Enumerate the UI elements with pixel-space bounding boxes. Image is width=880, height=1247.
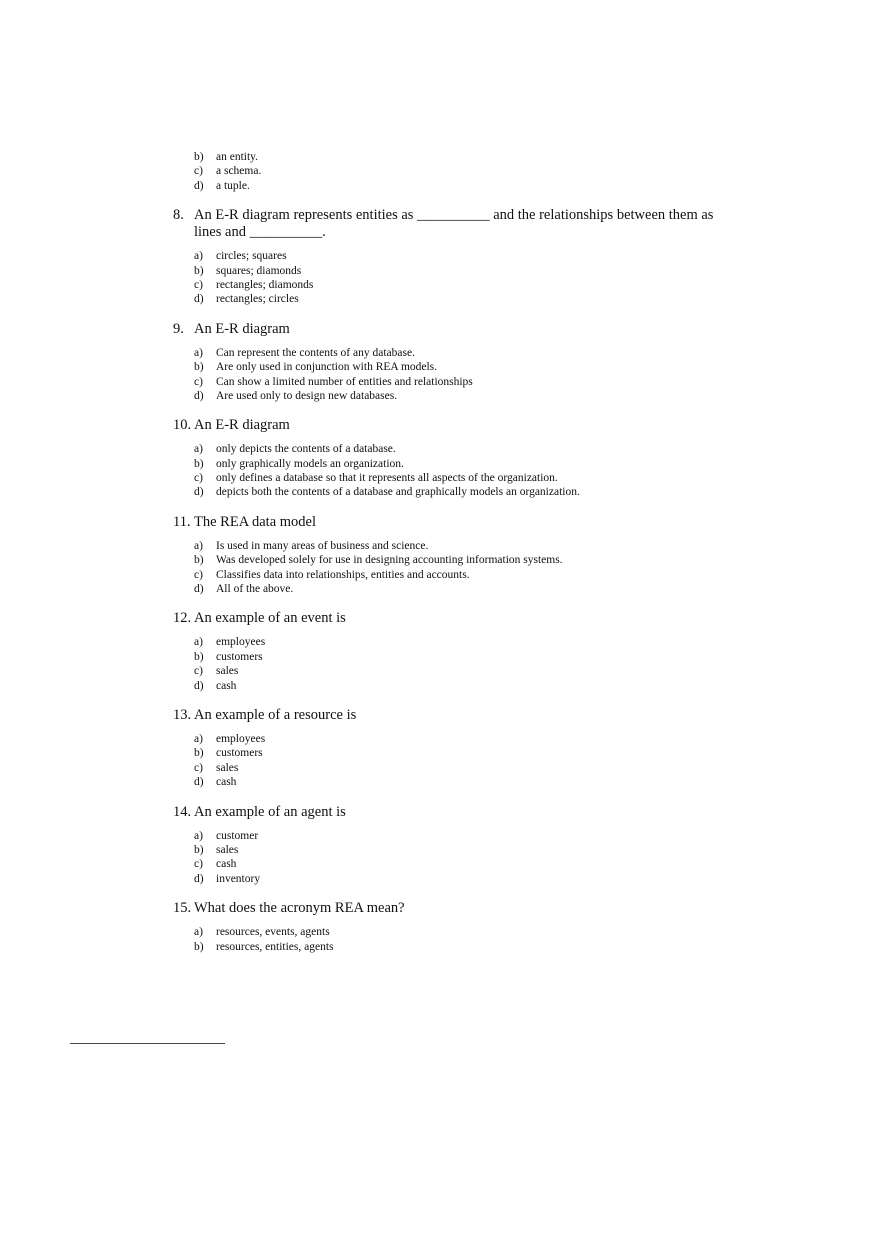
answer-option — [173, 746, 733, 760]
answer-option — [173, 457, 733, 471]
option-text: cash — [216, 858, 237, 871]
option-letter: b) — [194, 361, 204, 374]
option-text: customers — [216, 650, 263, 663]
option-text: sales — [216, 843, 239, 856]
question-text: An example of an event is — [194, 610, 346, 627]
option-text: employees — [216, 636, 266, 649]
option-text: resources, events, agents — [216, 926, 330, 939]
question-stem — [173, 321, 733, 338]
option-text: circles; squares — [216, 250, 287, 263]
option-text: sales — [216, 761, 239, 774]
option-text: Can show a limited number of entities and relationships — [216, 375, 473, 388]
option-letter: b) — [194, 264, 204, 277]
option-letter: c) — [194, 665, 203, 678]
option-letter: d) — [194, 583, 204, 596]
question-stem — [173, 417, 733, 434]
answer-option — [173, 664, 733, 678]
option-letter: c) — [194, 278, 203, 291]
answer-option — [173, 278, 733, 292]
option-letter: a) — [194, 346, 203, 359]
question-number: 11. — [173, 513, 191, 530]
answer-option — [173, 635, 733, 649]
answer-option — [173, 164, 733, 178]
option-text: sales — [216, 665, 239, 678]
option-text: inventory — [216, 872, 261, 885]
option-letter: c) — [194, 472, 203, 485]
option-letter: a) — [194, 732, 203, 745]
answer-option — [173, 829, 733, 843]
option-text: All of the above. — [216, 583, 294, 596]
answer-option — [173, 539, 733, 553]
option-letter: c) — [194, 761, 203, 774]
option-text: rectangles; circles — [216, 293, 299, 306]
answer-option — [173, 872, 733, 886]
option-letter: b) — [194, 457, 204, 470]
option-letter: b) — [194, 940, 204, 953]
option-text: Are only used in conjunction with REA models. — [216, 361, 438, 374]
question-stem — [173, 207, 733, 241]
option-letter: d) — [194, 179, 204, 192]
option-text: only graphically models an organization. — [216, 457, 404, 470]
option-text: Are used only to design new databases. — [216, 389, 398, 402]
option-letter: a) — [194, 250, 203, 263]
option-text: Can represent the contents of any database. — [216, 346, 415, 359]
question-number: 10. — [173, 417, 192, 434]
option-text: only defines a database so that it represents all aspects of the organization. — [216, 472, 558, 485]
option-letter: a) — [194, 829, 203, 842]
question-number: 8. — [173, 207, 184, 224]
option-text: a schema. — [216, 165, 262, 178]
option-text: Is used in many areas of business and science. — [216, 539, 429, 552]
question-stem — [173, 610, 733, 627]
option-letter: a) — [194, 636, 203, 649]
answer-option — [173, 264, 733, 278]
option-text: rectangles; diamonds — [216, 278, 314, 291]
answer-option — [173, 582, 733, 596]
option-text: squares; diamonds — [216, 264, 302, 277]
question-text: An E-R diagram represents entities as __________ and the relationships between them as lines and __________. — [194, 207, 714, 241]
answer-option — [173, 775, 733, 789]
option-letter: d) — [194, 486, 204, 499]
option-letter: a) — [194, 443, 203, 456]
option-letter: c) — [194, 568, 203, 581]
option-letter: b) — [194, 650, 204, 663]
question-text: An E-R diagram — [194, 320, 290, 337]
option-letter: a) — [194, 926, 203, 939]
answer-option — [173, 249, 733, 263]
option-letter: c) — [194, 165, 203, 178]
answer-option — [173, 179, 733, 193]
answer-option — [173, 761, 733, 775]
answer-option — [173, 857, 733, 871]
answer-option — [173, 650, 733, 664]
question-stem — [173, 900, 733, 917]
question-text: An example of an agent is — [194, 803, 346, 820]
question-text: What does the acronym REA mean? — [194, 900, 405, 917]
option-letter: d) — [194, 293, 204, 306]
option-letter: c) — [194, 858, 203, 871]
option-letter: a) — [194, 539, 203, 552]
option-text: a tuple. — [216, 179, 250, 192]
answer-option — [173, 442, 733, 456]
option-text: cash — [216, 679, 237, 692]
answer-option — [173, 925, 733, 939]
question-number: 15. — [173, 900, 192, 917]
question-stem — [173, 804, 733, 821]
option-text: Classifies data into relationships, entities and accounts. — [216, 568, 470, 581]
question-number: 9. — [173, 320, 184, 337]
question-number: 13. — [173, 706, 192, 723]
answer-option — [173, 940, 733, 954]
option-text: customer — [216, 829, 259, 842]
answer-option — [173, 732, 733, 746]
answer-option — [173, 471, 733, 485]
question-stem — [173, 707, 733, 724]
option-text: an entity. — [216, 151, 259, 163]
option-letter: d) — [194, 776, 204, 789]
question-stem — [173, 514, 733, 531]
option-letter: d) — [194, 872, 204, 885]
option-text: resources, entities, agents — [216, 940, 334, 953]
option-text: Was developed solely for use in designing accounting information systems. — [216, 554, 563, 567]
option-letter: c) — [194, 375, 203, 388]
answer-option — [173, 843, 733, 857]
option-letter: b) — [194, 151, 204, 163]
question-text: An example of a resource is — [194, 706, 357, 723]
footnote-separator — [70, 1043, 225, 1044]
answer-option — [173, 568, 733, 582]
answer-option — [173, 292, 733, 306]
option-text: employees — [216, 732, 266, 745]
option-letter: b) — [194, 843, 204, 856]
option-letter: d) — [194, 389, 204, 402]
option-letter: b) — [194, 747, 204, 760]
answer-option — [173, 679, 733, 693]
option-text: depicts both the contents of a database and graphically models an organization. — [216, 486, 580, 499]
question-text: An E-R diagram — [194, 417, 290, 434]
option-text: only depicts the contents of a database. — [216, 443, 396, 456]
answer-option — [173, 375, 733, 389]
option-letter: b) — [194, 554, 204, 567]
answer-option — [173, 485, 733, 499]
question-number: 14. — [173, 803, 192, 820]
answer-option — [173, 553, 733, 567]
answer-option — [173, 389, 733, 403]
option-text: cash — [216, 776, 237, 789]
answer-option — [173, 360, 733, 374]
option-letter: d) — [194, 679, 204, 692]
answer-option — [173, 346, 733, 360]
question-number: 12. — [173, 610, 192, 627]
question-list — [173, 150, 733, 954]
question-text: The REA data model — [194, 513, 317, 530]
answer-option — [173, 150, 733, 164]
option-text: customers — [216, 747, 263, 760]
